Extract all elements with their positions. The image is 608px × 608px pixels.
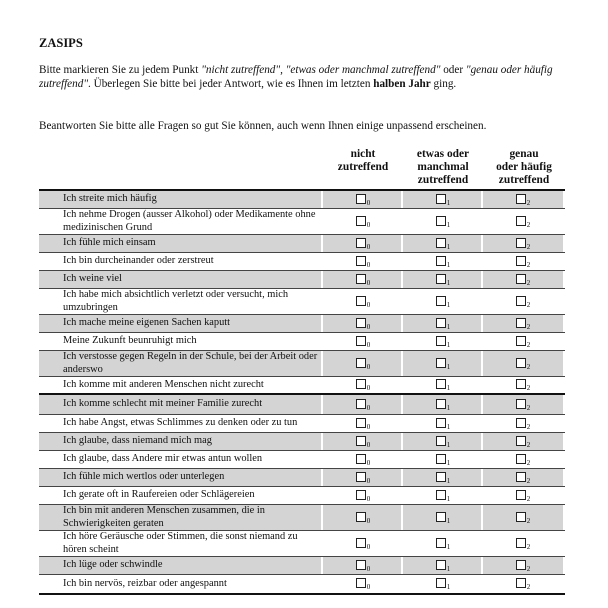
checkbox-option-2[interactable]: [516, 418, 526, 428]
checkbox-option-0[interactable]: [356, 560, 366, 570]
option-code: 1: [446, 362, 451, 371]
intro-text-2: oder: [440, 64, 466, 76]
item-text: Ich fühle mich wertlos oder unterlegen: [39, 469, 321, 486]
table-row: [39, 271, 565, 289]
header-line: genau: [509, 148, 539, 160]
option-cell: [323, 351, 403, 376]
checkbox-option-0[interactable]: [356, 436, 366, 446]
option-code: 2: [526, 340, 531, 349]
option-code: 1: [446, 242, 451, 251]
option-cell: [403, 253, 483, 270]
option-cell: [323, 531, 403, 556]
item-text: Meine Zukunft beunruhigt mich: [63, 335, 197, 347]
checkbox-option-1[interactable]: [436, 399, 446, 409]
option-cell: [403, 433, 483, 450]
checkbox-option-2[interactable]: [516, 560, 526, 570]
option-code: 2: [526, 516, 531, 525]
checkbox-option-1[interactable]: [436, 490, 446, 500]
form-title: ZASIPS: [39, 36, 83, 50]
option-cell: [483, 351, 563, 376]
option-cell: [483, 235, 563, 252]
checkbox-option-0[interactable]: [356, 538, 366, 548]
option-code: 2: [526, 403, 531, 412]
option-code: 2: [526, 242, 531, 251]
header-line: zutreffend: [337, 161, 389, 174]
option-cell: [403, 271, 483, 288]
option-code: 0: [366, 278, 371, 287]
option-code: 1: [446, 422, 451, 431]
table-row: [39, 377, 565, 395]
option-code: 1: [446, 260, 451, 269]
table-row: [39, 469, 565, 487]
option-code: 1: [446, 384, 451, 392]
option-code: 2: [526, 564, 531, 573]
checkbox-option-2[interactable]: [516, 379, 526, 389]
table-row: [39, 433, 565, 451]
checkbox-option-1[interactable]: [436, 296, 446, 306]
option-cell: [483, 209, 563, 234]
checkbox-option-2[interactable]: [516, 216, 526, 226]
item-text: Ich bin nervös, reizbar oder angespannt: [63, 577, 227, 589]
option-code: 2: [526, 300, 531, 309]
item-text: Ich habe mich absichtlich verletzt oder versucht, mich umzubringen: [63, 288, 289, 313]
table-row: [39, 235, 565, 253]
option-cell: [323, 191, 403, 208]
option-cell: [403, 487, 483, 504]
item-text: Ich streite mich häufig: [39, 191, 321, 208]
option-cell: [483, 333, 563, 350]
option-code: 0: [366, 542, 371, 551]
header-line: zutreffend: [417, 174, 469, 187]
option-code: 2: [526, 583, 531, 591]
item-text: Ich nehme Drogen (ausser Alkohol) oder Medikamente ohne medizinischen Grund: [63, 208, 316, 233]
checkbox-option-0[interactable]: [356, 238, 366, 248]
header-line: nicht: [350, 148, 376, 160]
item-text: Ich habe Angst, etwas Schlimmes zu denken oder zu tun: [63, 417, 298, 429]
option-code: 1: [446, 583, 451, 591]
checkbox-option-2[interactable]: [516, 256, 526, 266]
option-code: 0: [366, 362, 371, 371]
intro-option-1: "nicht zutreffend": [201, 64, 281, 76]
option-cell: [403, 351, 483, 376]
item-text: Ich komme schlecht mit meiner Familie zurecht: [39, 395, 321, 414]
column-header-very-true: [483, 148, 565, 188]
option-cell: [403, 289, 483, 314]
checkbox-option-0[interactable]: [356, 578, 366, 588]
option-cell: [483, 315, 563, 332]
checkbox-option-1[interactable]: [436, 318, 446, 328]
option-cell: [483, 451, 563, 468]
option-cell: [403, 415, 483, 432]
option-code: 1: [446, 458, 451, 467]
checkbox-option-0[interactable]: [356, 512, 366, 522]
intro-text-1: Bitte markieren Sie zu jedem Punkt: [39, 64, 202, 76]
items-table: [39, 189, 565, 595]
option-cell: [403, 333, 483, 350]
checkbox-option-0[interactable]: [356, 336, 366, 346]
table-row: [39, 209, 565, 235]
checkbox-option-2[interactable]: [516, 238, 526, 248]
option-code: 0: [366, 422, 371, 431]
option-code: 2: [526, 440, 531, 449]
header-line: etwas oder: [416, 148, 470, 160]
option-code: 2: [526, 220, 531, 229]
option-cell: [323, 271, 403, 288]
item-text: Ich verstosse gegen Regeln in der Schule, bei der Arbeit oder anderswo: [39, 351, 321, 376]
checkbox-option-2[interactable]: [516, 336, 526, 346]
option-code: 0: [366, 458, 371, 467]
option-cell: [403, 209, 483, 234]
checkbox-option-1[interactable]: [436, 454, 446, 464]
option-code: 0: [366, 220, 371, 229]
option-cell: [323, 451, 403, 468]
option-cell: [483, 557, 563, 574]
option-code: 0: [366, 300, 371, 309]
option-cell: [323, 377, 403, 393]
option-code: 0: [366, 384, 371, 392]
item-text: Ich fühle mich einsam: [39, 235, 321, 252]
item-text: Ich gerate oft in Raufereien oder Schlägereien: [63, 489, 255, 501]
option-cell: [323, 333, 403, 350]
option-code: 2: [526, 322, 531, 331]
checkbox-option-1[interactable]: [436, 512, 446, 522]
option-code: 0: [366, 516, 371, 525]
item-text: Ich bin mit anderen Menschen zusammen, die in Schwierigkeiten geraten: [39, 505, 321, 530]
checkbox-option-2[interactable]: [516, 538, 526, 548]
option-code: 1: [446, 440, 451, 449]
checkbox-option-0[interactable]: [356, 318, 366, 328]
option-code: 1: [446, 220, 451, 229]
option-code: 0: [366, 403, 371, 412]
option-code: 0: [366, 440, 371, 449]
option-cell: [483, 469, 563, 486]
checkbox-option-1[interactable]: [436, 436, 446, 446]
option-code: 1: [446, 300, 451, 309]
checkbox-option-2[interactable]: [516, 490, 526, 500]
header-line: zutreffend: [498, 174, 550, 187]
table-row: [39, 487, 565, 505]
option-code: 1: [446, 322, 451, 331]
column-headers: [0, 148, 608, 188]
option-code: 2: [526, 542, 531, 551]
option-cell: [403, 377, 483, 393]
option-cell: [323, 315, 403, 332]
checkbox-option-2[interactable]: [516, 436, 526, 446]
option-code: 2: [526, 384, 531, 392]
option-code: 1: [446, 516, 451, 525]
option-code: 0: [366, 198, 371, 207]
checkbox-option-0[interactable]: [356, 216, 366, 226]
option-cell: [323, 575, 403, 593]
option-code: 0: [366, 476, 371, 485]
option-code: 2: [526, 362, 531, 371]
option-cell: [323, 415, 403, 432]
header-line: oder häufig: [496, 161, 552, 174]
option-code: 2: [526, 198, 531, 207]
checkbox-option-2[interactable]: [516, 512, 526, 522]
option-cell: [323, 487, 403, 504]
checkbox-option-2[interactable]: [516, 194, 526, 204]
table-row: [39, 253, 565, 271]
option-cell: [323, 505, 403, 530]
checkbox-option-0[interactable]: [356, 256, 366, 266]
option-cell: [483, 271, 563, 288]
table-row: [39, 575, 565, 595]
option-code: 1: [446, 403, 451, 412]
checkbox-option-1[interactable]: [436, 274, 446, 284]
checkbox-option-1[interactable]: [436, 256, 446, 266]
option-code: 1: [446, 542, 451, 551]
instructions-paragraph: [39, 63, 567, 91]
option-cell: [403, 469, 483, 486]
instructions-note: Beantworten Sie bitte alle Fragen so gut Sie können, auch wenn Ihnen einige unpassend erscheinen.: [39, 120, 487, 132]
option-code: 1: [446, 198, 451, 207]
option-code: 0: [366, 260, 371, 269]
checkbox-option-2[interactable]: [516, 318, 526, 328]
option-cell: [483, 415, 563, 432]
option-cell: [403, 315, 483, 332]
intro-option-3: "genau oder häufig zutreffend": [39, 64, 553, 90]
option-code: 0: [366, 583, 371, 591]
option-cell: [483, 505, 563, 530]
option-cell: [323, 433, 403, 450]
option-code: 0: [366, 494, 371, 503]
table-row: [39, 395, 565, 415]
option-code: 0: [366, 322, 371, 331]
option-cell: [483, 253, 563, 270]
checkbox-option-1[interactable]: [436, 538, 446, 548]
option-cell: [403, 575, 483, 593]
checkbox-option-2[interactable]: [516, 472, 526, 482]
checkbox-option-0[interactable]: [356, 379, 366, 389]
option-cell: [483, 531, 563, 556]
column-header-somewhat-true: [403, 148, 483, 188]
option-code: 2: [526, 422, 531, 431]
intro-bold-period: halben Jahr: [373, 78, 431, 90]
option-code: 0: [366, 564, 371, 573]
item-text: Ich mache meine eigenen Sachen kaputt: [39, 315, 321, 332]
checkbox-option-0[interactable]: [356, 418, 366, 428]
option-cell: [323, 235, 403, 252]
option-cell: [403, 505, 483, 530]
option-cell: [483, 395, 563, 414]
checkbox-option-2[interactable]: [516, 358, 526, 368]
table-row: [39, 351, 565, 377]
option-cell: [483, 191, 563, 208]
table-row: [39, 315, 565, 333]
table-row: [39, 191, 565, 209]
checkbox-option-0[interactable]: [356, 274, 366, 284]
checkbox-option-0[interactable]: [356, 472, 366, 482]
option-cell: [483, 289, 563, 314]
option-code: 2: [526, 494, 531, 503]
option-cell: [403, 531, 483, 556]
checkbox-option-1[interactable]: [436, 472, 446, 482]
table-row: [39, 333, 565, 351]
table-row: [39, 505, 565, 531]
option-code: 1: [446, 340, 451, 349]
option-code: 2: [526, 278, 531, 287]
option-code: 1: [446, 494, 451, 503]
checkbox-option-1[interactable]: [436, 358, 446, 368]
table-row: [39, 531, 565, 557]
option-code: 1: [446, 278, 451, 287]
option-cell: [323, 289, 403, 314]
option-cell: [323, 253, 403, 270]
column-header-not-true: [323, 148, 403, 174]
checkbox-option-1[interactable]: [436, 560, 446, 570]
checkbox-option-2[interactable]: [516, 399, 526, 409]
option-cell: [483, 487, 563, 504]
checkbox-option-1[interactable]: [436, 238, 446, 248]
checkbox-option-0[interactable]: [356, 296, 366, 306]
item-text: Ich bin durcheinander oder zerstreut: [63, 255, 214, 267]
checkbox-option-1[interactable]: [436, 578, 446, 588]
item-text: Ich weine viel: [39, 271, 321, 288]
checkbox-option-1[interactable]: [436, 194, 446, 204]
option-cell: [323, 395, 403, 414]
option-cell: [403, 451, 483, 468]
checkbox-option-1[interactable]: [436, 418, 446, 428]
option-cell: [403, 191, 483, 208]
intro-text-3: . Überlegen Sie bitte bei jeder Antwort, wie es Ihnen im letzten: [88, 78, 374, 90]
checkbox-option-1[interactable]: [436, 216, 446, 226]
intro-sep: ,: [280, 64, 286, 76]
option-code: 1: [446, 476, 451, 485]
checkbox-option-0[interactable]: [356, 490, 366, 500]
checkbox-option-2[interactable]: [516, 274, 526, 284]
header-line: manchmal: [417, 161, 469, 174]
option-cell: [323, 209, 403, 234]
item-text: Ich glaube, dass niemand mich mag: [39, 433, 321, 450]
table-row: [39, 451, 565, 469]
item-text: Ich lüge oder schwindle: [39, 557, 321, 574]
checkbox-option-2[interactable]: [516, 296, 526, 306]
option-cell: [483, 575, 563, 593]
checkbox-option-0[interactable]: [356, 454, 366, 464]
item-text: Ich höre Geräusche oder Stimmen, die sonst niemand zu hören scheint: [63, 530, 298, 555]
checkbox-option-1[interactable]: [436, 379, 446, 389]
option-code: 2: [526, 260, 531, 269]
checkbox-option-0[interactable]: [356, 194, 366, 204]
option-cell: [403, 557, 483, 574]
option-cell: [403, 235, 483, 252]
option-code: 1: [446, 564, 451, 573]
item-text: Ich komme mit anderen Menschen nicht zurecht: [63, 378, 264, 390]
option-cell: [323, 557, 403, 574]
checkbox-option-0[interactable]: [356, 358, 366, 368]
checkbox-option-2[interactable]: [516, 578, 526, 588]
option-cell: [323, 469, 403, 486]
option-code: 0: [366, 242, 371, 251]
option-code: 0: [366, 340, 371, 349]
option-cell: [483, 377, 563, 393]
table-row: [39, 557, 565, 575]
checkbox-option-2[interactable]: [516, 454, 526, 464]
checkbox-option-0[interactable]: [356, 399, 366, 409]
option-code: 2: [526, 458, 531, 467]
option-cell: [483, 433, 563, 450]
option-code: 2: [526, 476, 531, 485]
item-text: Ich glaube, dass Andere mir etwas antun wollen: [63, 453, 263, 465]
intro-option-2: "etwas oder manchmal zutreffend": [285, 64, 441, 76]
table-row: [39, 289, 565, 315]
checkbox-option-1[interactable]: [436, 336, 446, 346]
table-row: [39, 415, 565, 433]
intro-text-4: ging.: [430, 78, 457, 90]
option-cell: [403, 395, 483, 414]
